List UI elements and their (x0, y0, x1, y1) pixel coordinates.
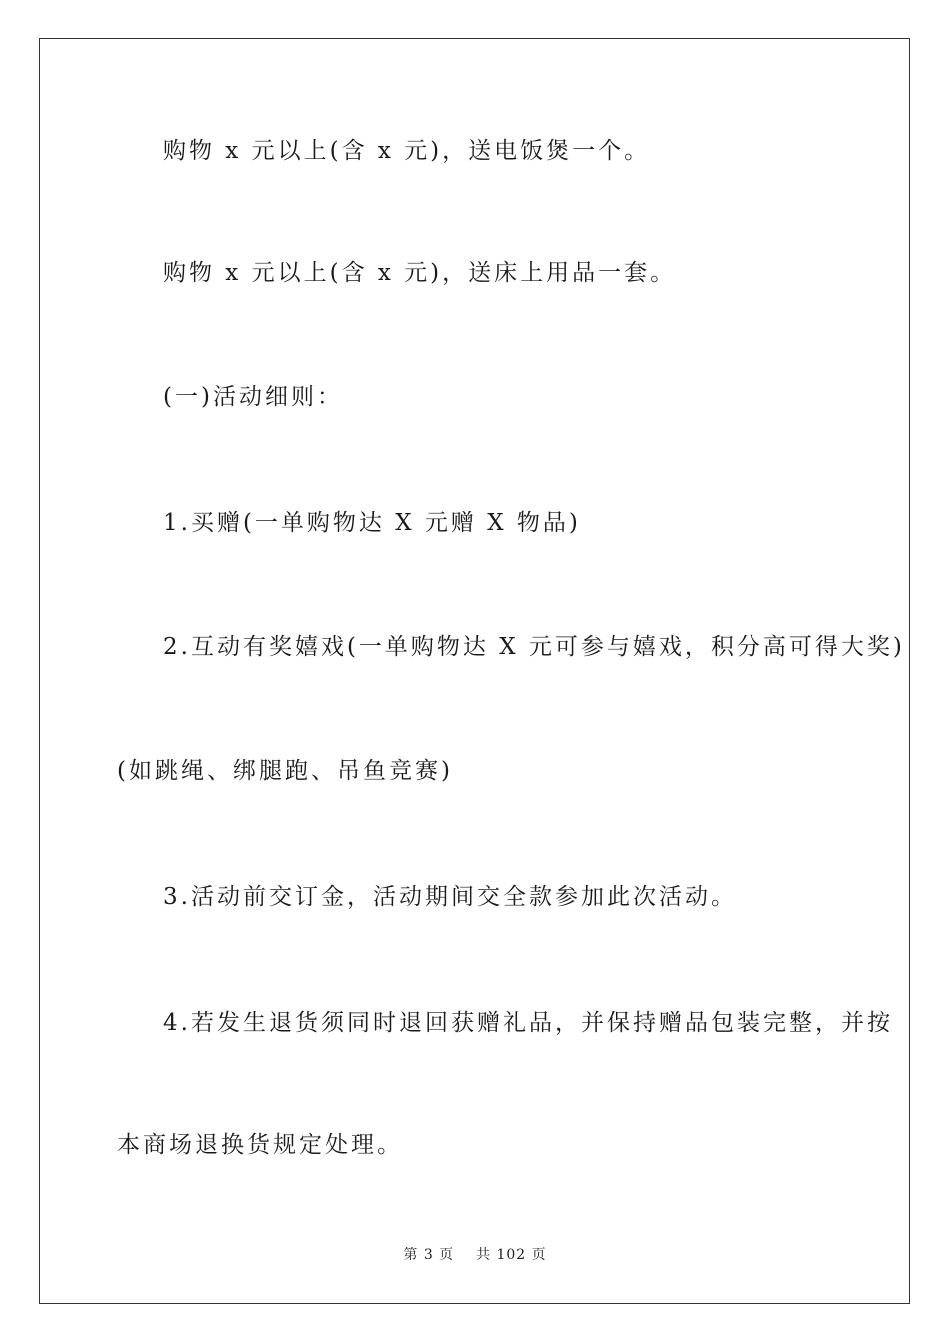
rule-item-3: 3.活动前交订金，活动期间交全款参加此次活动。 (163, 884, 737, 910)
rule-item-2-continuation: (如跳绳、绑腿跑、吊鱼竞赛) (117, 758, 453, 784)
total-pages: 共 102 页 (476, 1247, 547, 1263)
rule-item-4: 4.若发生退货须同时退回获赠礼品，并保持赠品包装完整，并按 (163, 1010, 893, 1036)
page-footer (0, 1244, 950, 1264)
page-border (39, 38, 910, 1304)
rule-item-2: 2.互动有奖嬉戏(一单购物达 X 元可参与嬉戏，积分高可得大奖) (163, 634, 905, 660)
rule-item-1: 1.买赠(一单购物达 X 元赠 X 物品) (163, 510, 581, 536)
section-heading-activity-details: (一)活动细则： (163, 384, 343, 410)
page-number: 第 3 页 (403, 1247, 455, 1263)
paragraph-rice-cooker-gift: 购物 x 元以上(含 x 元)，送电饭煲一个。 (163, 138, 651, 164)
paragraph-bedding-gift: 购物 x 元以上(含 x 元)，送床上用品一套。 (163, 260, 677, 286)
rule-item-4-continuation: 本商场退换货规定处理。 (117, 1132, 403, 1158)
